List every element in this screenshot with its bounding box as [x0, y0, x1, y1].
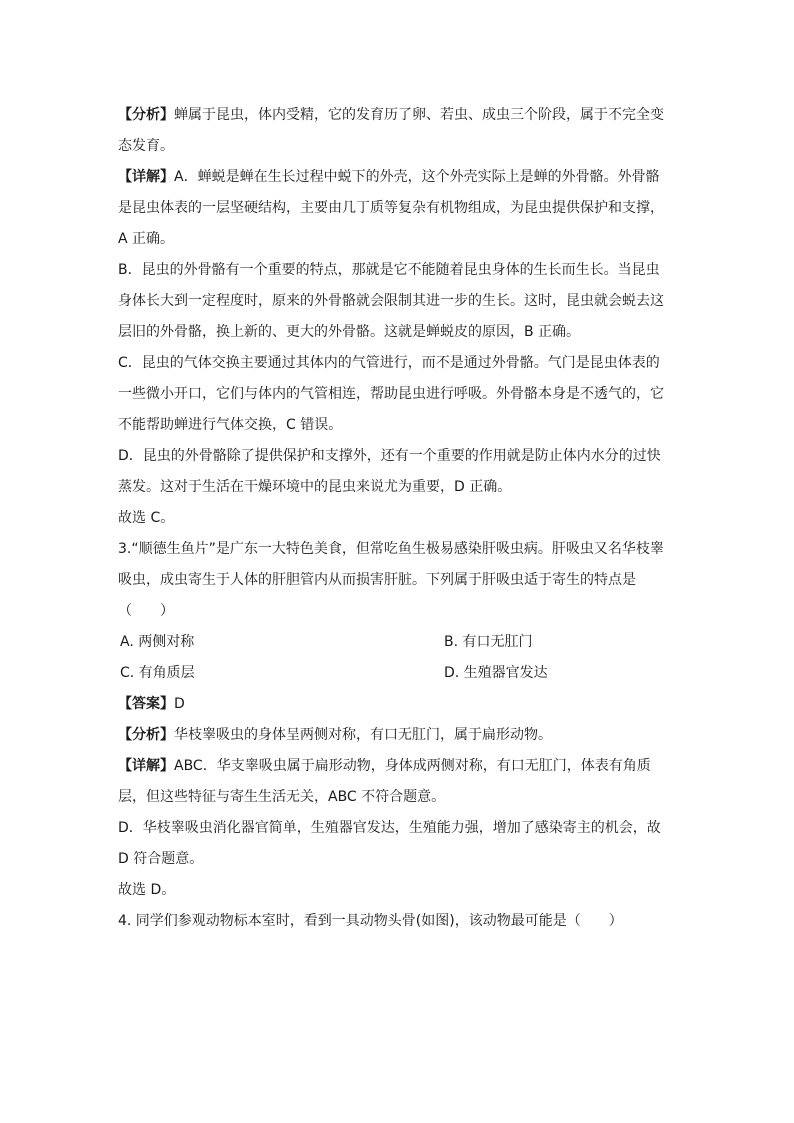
q3-stem-cont: 吸虫，成虫寄生于人体的肝胆管内从而损害肝脏。下列属于肝吸虫适于寄生的特点是 — [118, 572, 636, 588]
q2-option-d-explanation: D．昆虫的外骨骼除了提供保护和支撑外，还有一个重要的作用就是防止体内水分的过快 — [118, 448, 661, 464]
analysis-tag: 【分析】 — [118, 727, 174, 743]
q3-answer — [118, 689, 678, 720]
q3-option-d-explanation: D．华枝睾吸虫消化器官简单，生殖器官发达，生殖能力强，增加了感染寄主的机会，故 — [118, 820, 661, 836]
document-page — [118, 100, 678, 937]
q4-stem: 4. 同学们参观动物标本室时，看到一具动物头骨(如图)，该动物最可能是（ ） — [118, 913, 623, 929]
q3-detail — [118, 751, 678, 782]
q3-conclusion: 故选 D。 — [118, 882, 176, 898]
q2-detail-cont: 是昆虫体表的一层坚硬结构，主要由几丁质等复杂有机物组成，为昆虫提供保护和支撑， — [118, 200, 664, 216]
q2-analysis — [118, 100, 678, 131]
q3-detail-cont: 层，但这些特征与寄生生活无关，ABC 不符合题意。 — [118, 789, 446, 805]
q3-stem: 3.“顺德生鱼片”是广东一大特色美食，但常吃鱼生极易感染肝吸虫病。肝吸虫又名华枝睾 — [118, 541, 664, 557]
analysis-text: 华枝睾吸虫的身体呈两侧对称，有口无肛门，属于扁形动物。 — [174, 727, 552, 743]
q3-option-b: B. 有口无肛门 — [444, 634, 533, 650]
q3-option-c: C. 有角质层 — [120, 665, 195, 681]
q3-option-d: D. 生殖器官发达 — [444, 665, 548, 681]
q3-option-a: A. 两侧对称 — [120, 634, 195, 650]
q2-conclusion: 故选 C。 — [118, 510, 175, 526]
detail-tag: 【详解】 — [118, 169, 174, 185]
q2-option-b-explanation-cont: 层旧的外骨骼，换上新的、更大的外骨骼。这就是蝉蜕皮的原因，B 正确。 — [118, 324, 581, 340]
detail-text: A．蝉蜕是蝉在生长过程中蜕下的外壳，这个外壳实际上是蝉的外骨骼。外骨骼 — [174, 169, 660, 185]
q3-stem-blank: （ ） — [118, 603, 174, 619]
q3-options-row-1 — [118, 627, 678, 658]
analysis-text: 蝉属于昆虫，体内受精，它的发育历了卵、若虫、成虫三个阶段，属于不完全变 — [174, 107, 664, 123]
detail-tag: 【详解】 — [118, 758, 174, 774]
answer-tag: 【答案】 — [118, 696, 174, 712]
q2-option-c-explanation-cont: 不能帮助蝉进行气体交换，C 错误。 — [118, 417, 343, 433]
q2-option-b-explanation: B．昆虫的外骨骼有一个重要的特点，那就是它不能随着昆虫身体的生长而生长。当昆虫 — [118, 262, 660, 278]
detail-text: ABC．华支睾吸虫属于扁形动物，身体成两侧对称，有口无肛门，体表有角质 — [174, 758, 651, 774]
q3-analysis — [118, 720, 678, 751]
q2-option-b-explanation-cont: 身体长大到一定程度时，原来的外骨骼就会限制其进一步的生长。这时，昆虫就会蜕去这 — [118, 293, 664, 309]
q2-analysis-cont: 态发育。 — [118, 138, 174, 154]
q2-detail-cont: A 正确。 — [118, 231, 175, 247]
q2-option-d-explanation-cont: 蒸发。这对于生活在干燥环境中的昆虫来说尤为重要，D 正确。 — [118, 479, 512, 495]
analysis-tag: 【分析】 — [118, 107, 174, 123]
q2-option-c-explanation: C．昆虫的气体交换主要通过其体内的气管进行，而不是通过外骨骼。气门是昆虫体表的 — [118, 355, 660, 371]
q3-options-row-2 — [118, 658, 678, 689]
answer-value: D — [174, 696, 185, 712]
q2-option-c-explanation-cont: 一些微小开口，它们与体内的气管相连，帮助昆虫进行呼吸。外骨骼本身是不透气的，它 — [118, 386, 664, 402]
q2-detail — [118, 162, 678, 193]
q3-option-d-explanation-cont: D 符合题意。 — [118, 851, 204, 867]
